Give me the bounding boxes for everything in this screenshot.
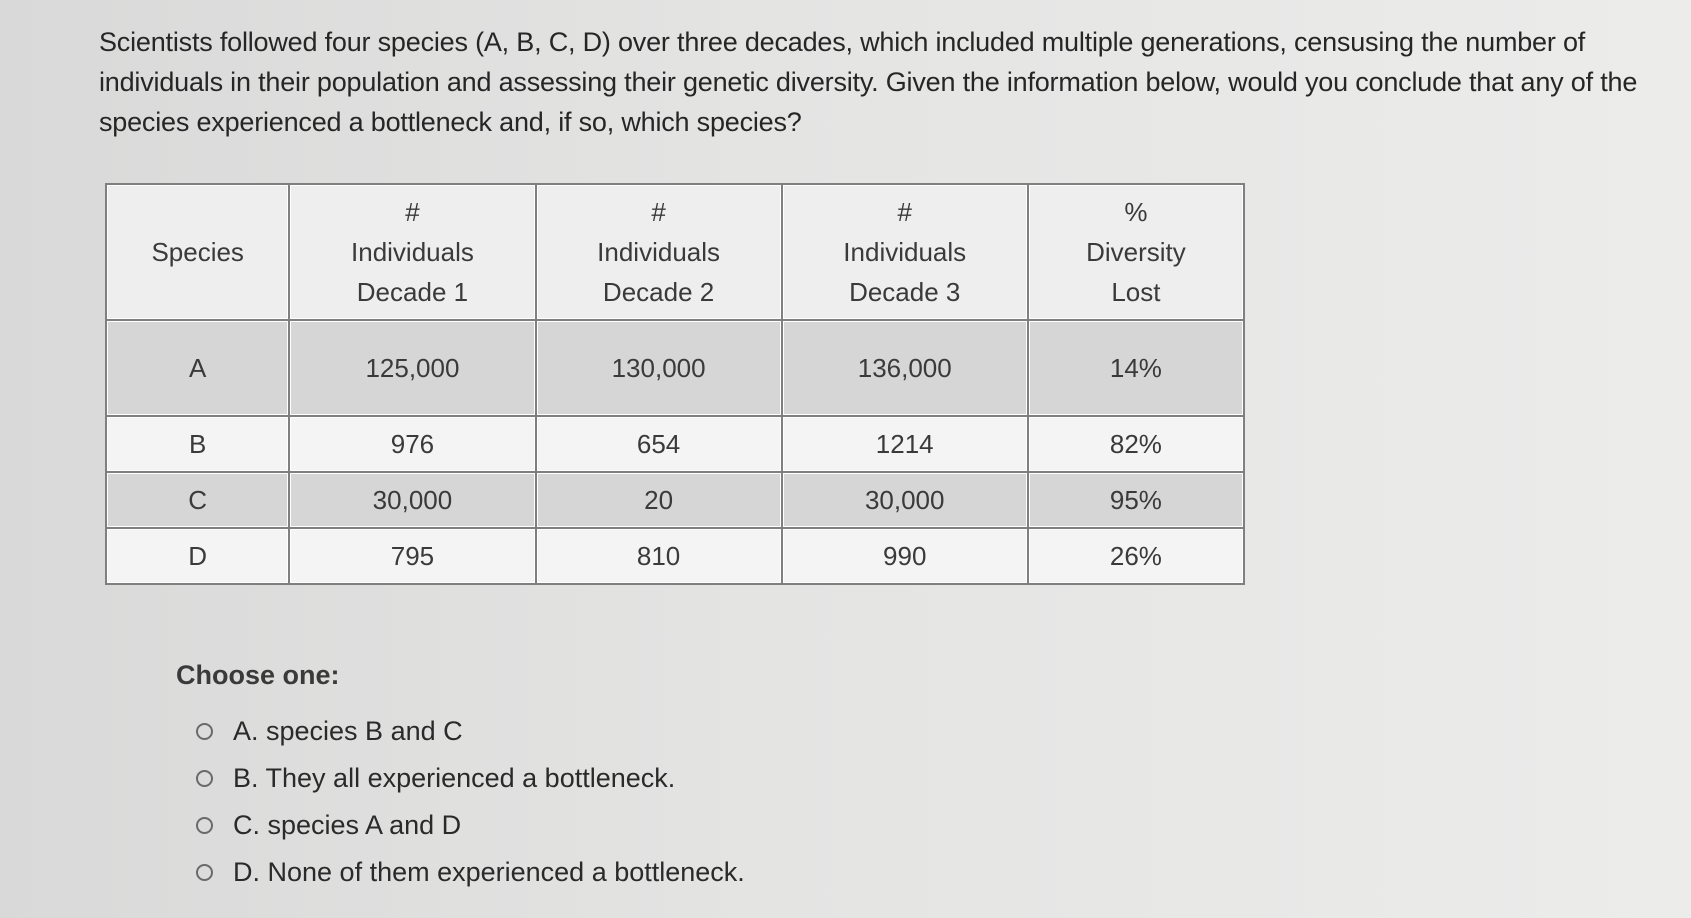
cell-decade-3: 30,000: [782, 472, 1028, 528]
question-text: Scientists followed four species (A, B, C, D) over three decades, which included multiple generations, censusing the number of individuals in their population and assessing their genetic diversity. Given the information below, would you conclude that any of the species experienced a bottleneck and, if so, which species?: [99, 27, 1638, 137]
header-decade-1-symbol: #: [405, 197, 420, 227]
header-diversity-lost: [1028, 184, 1244, 320]
cell-diversity-lost: 14%: [1028, 320, 1244, 416]
answer-option-label: C. species A and D: [233, 810, 462, 840]
header-species: [106, 184, 289, 320]
cell-species: C: [106, 472, 289, 528]
choose-one-label: Choose one:: [176, 660, 340, 690]
header-decade-2: [536, 184, 782, 320]
header-decade-3-label: Individuals: [843, 237, 967, 267]
header-diversity-label: Diversity: [1086, 237, 1186, 267]
table-row-species-d: [106, 528, 1244, 584]
header-diversity-sub: Lost: [1111, 277, 1161, 307]
cell-decade-1: 976: [289, 416, 535, 472]
table-row-species-a: [106, 320, 1244, 416]
cell-decade-3: 1214: [782, 416, 1028, 472]
cell-decade-3: 990: [782, 528, 1028, 584]
cell-decade-2: 810: [536, 528, 782, 584]
answer-option-label: B. They all experienced a bottleneck.: [233, 763, 676, 793]
header-decade-1-sub: Decade 1: [356, 277, 469, 307]
cell-decade-2: 20: [536, 472, 782, 528]
cell-diversity-lost: 26%: [1028, 528, 1244, 584]
header-decade-1-label: Individuals: [351, 237, 474, 267]
cell-decade-1: 30,000: [289, 472, 535, 528]
cell-decade-1: 125,000: [289, 320, 535, 416]
answer-option-c[interactable]: [196, 802, 745, 849]
header-species-label: Species: [151, 237, 244, 267]
answer-option-label: D. None of them experienced a bottleneck.: [233, 857, 745, 887]
answer-option-d[interactable]: [196, 849, 745, 896]
header-decade-3: [782, 184, 1028, 320]
header-decade-3-sub: Decade 3: [849, 277, 961, 307]
header-decade-2-sub: Decade 2: [602, 277, 715, 307]
species-data-table: [105, 183, 1245, 585]
header-decade-2-label: Individuals: [597, 237, 721, 267]
radio-button-icon[interactable]: [196, 723, 213, 740]
answer-options: [196, 708, 745, 896]
radio-button-icon[interactable]: [196, 817, 213, 834]
table-row-species-b: [106, 416, 1244, 472]
cell-species: D: [106, 528, 289, 584]
cell-species: A: [106, 320, 289, 416]
header-decade-2-symbol: #: [651, 197, 666, 227]
cell-diversity-lost: 82%: [1028, 416, 1244, 472]
cell-decade-2: 654: [536, 416, 782, 472]
radio-button-icon[interactable]: [196, 864, 213, 881]
table-row-species-c: [106, 472, 1244, 528]
answer-option-a[interactable]: [196, 708, 745, 755]
radio-button-icon[interactable]: [196, 770, 213, 787]
cell-decade-3: 136,000: [782, 320, 1028, 416]
answer-option-b[interactable]: [196, 755, 745, 802]
cell-species: B: [106, 416, 289, 472]
cell-decade-1: 795: [289, 528, 535, 584]
table-header-row: [106, 184, 1244, 320]
cell-decade-2: 130,000: [536, 320, 782, 416]
header-decade-3-symbol: #: [897, 197, 912, 227]
answer-option-label: A. species B and C: [233, 716, 463, 746]
cell-diversity-lost: 95%: [1028, 472, 1244, 528]
header-diversity-symbol: %: [1124, 197, 1148, 227]
header-decade-1: [289, 184, 535, 320]
